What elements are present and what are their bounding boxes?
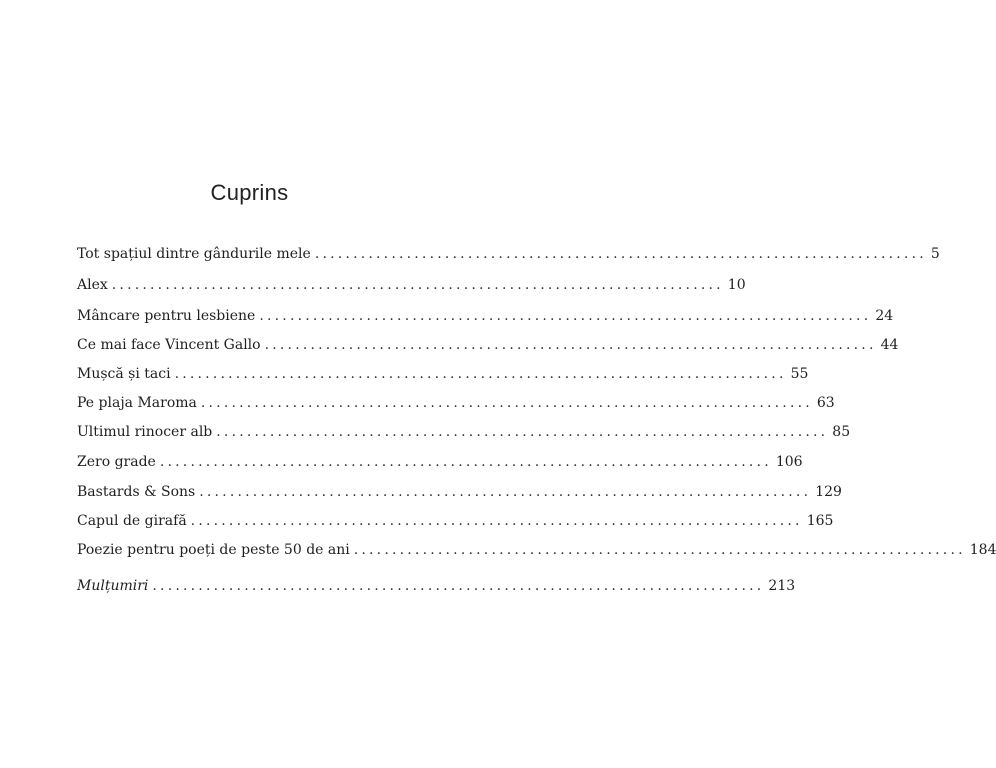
toc-dot-leader: ................................................................................ (174, 366, 787, 382)
toc-page-number: 106 (775, 454, 803, 470)
toc-entry-title: Ultimul rinocer alb (77, 424, 213, 440)
toc-entry (77, 452, 803, 472)
toc-page-number: 213 (768, 578, 796, 594)
toc-dot-leader: ................................................................................ (259, 308, 872, 324)
toc-page-number: 165 (806, 513, 834, 529)
toc-entry (77, 511, 834, 531)
toc-dot-leader: ................................................................................ (159, 454, 772, 470)
toc-entry (77, 306, 894, 326)
toc-entry-title: Alex (77, 277, 108, 293)
toc-dot-leader: ................................................................................ (200, 395, 813, 411)
toc-entry (77, 364, 809, 384)
toc-dot-leader: ................................................................................ (199, 484, 812, 500)
toc-entry-title: Tot spațiul dintre gândurile mele (77, 246, 311, 262)
toc-page-number: 5 (930, 246, 940, 262)
toc-entry-title: Poezie pentru poeți de peste 50 de ani (77, 542, 350, 558)
toc-page-number: 184 (969, 542, 996, 558)
toc-entry (77, 393, 835, 413)
toc-page-number: 129 (815, 484, 842, 500)
toc-entry-title: Zero grade (77, 454, 156, 470)
page-title: Cuprins (210, 180, 289, 205)
toc-entry-title: Pe plaja Maroma (77, 395, 197, 411)
toc-dot-leader: ................................................................................ (264, 337, 877, 353)
toc-page-number: 24 (875, 308, 894, 324)
toc-entry (77, 540, 996, 560)
toc-entry (77, 482, 842, 502)
toc-entry-title: Bastards & Sons (77, 484, 196, 500)
toc-dot-leader: ................................................................................ (111, 277, 724, 293)
toc-entry-title: Mâncare pentru lesbiene (77, 308, 256, 324)
toc-entry (77, 576, 796, 596)
toc-entry (77, 275, 746, 295)
toc-page-number: 55 (790, 366, 809, 382)
toc-dot-leader: ................................................................................ (314, 246, 927, 262)
toc-dot-leader: ................................................................................ (152, 578, 765, 594)
toc-entry-title: Mușcă și taci (77, 366, 171, 382)
toc-entry-title: Ce mai face Vincent Gallo (77, 337, 261, 353)
toc-dot-leader: ................................................................................ (190, 513, 803, 529)
toc-entry-title: Capul de girafă (77, 513, 187, 529)
toc-page-number: 85 (832, 424, 851, 440)
toc-dot-leader: ................................................................................ (216, 424, 829, 440)
toc-entry (77, 244, 940, 264)
toc-page-number: 10 (727, 277, 746, 293)
toc-entry (77, 422, 851, 442)
toc-dot-leader: ................................................................................ (353, 542, 966, 558)
toc-page-number: 63 (816, 395, 835, 411)
toc-entry-title: Mulțumiri (77, 578, 149, 594)
toc-entry (77, 335, 899, 355)
toc-page-number: 44 (880, 337, 899, 353)
